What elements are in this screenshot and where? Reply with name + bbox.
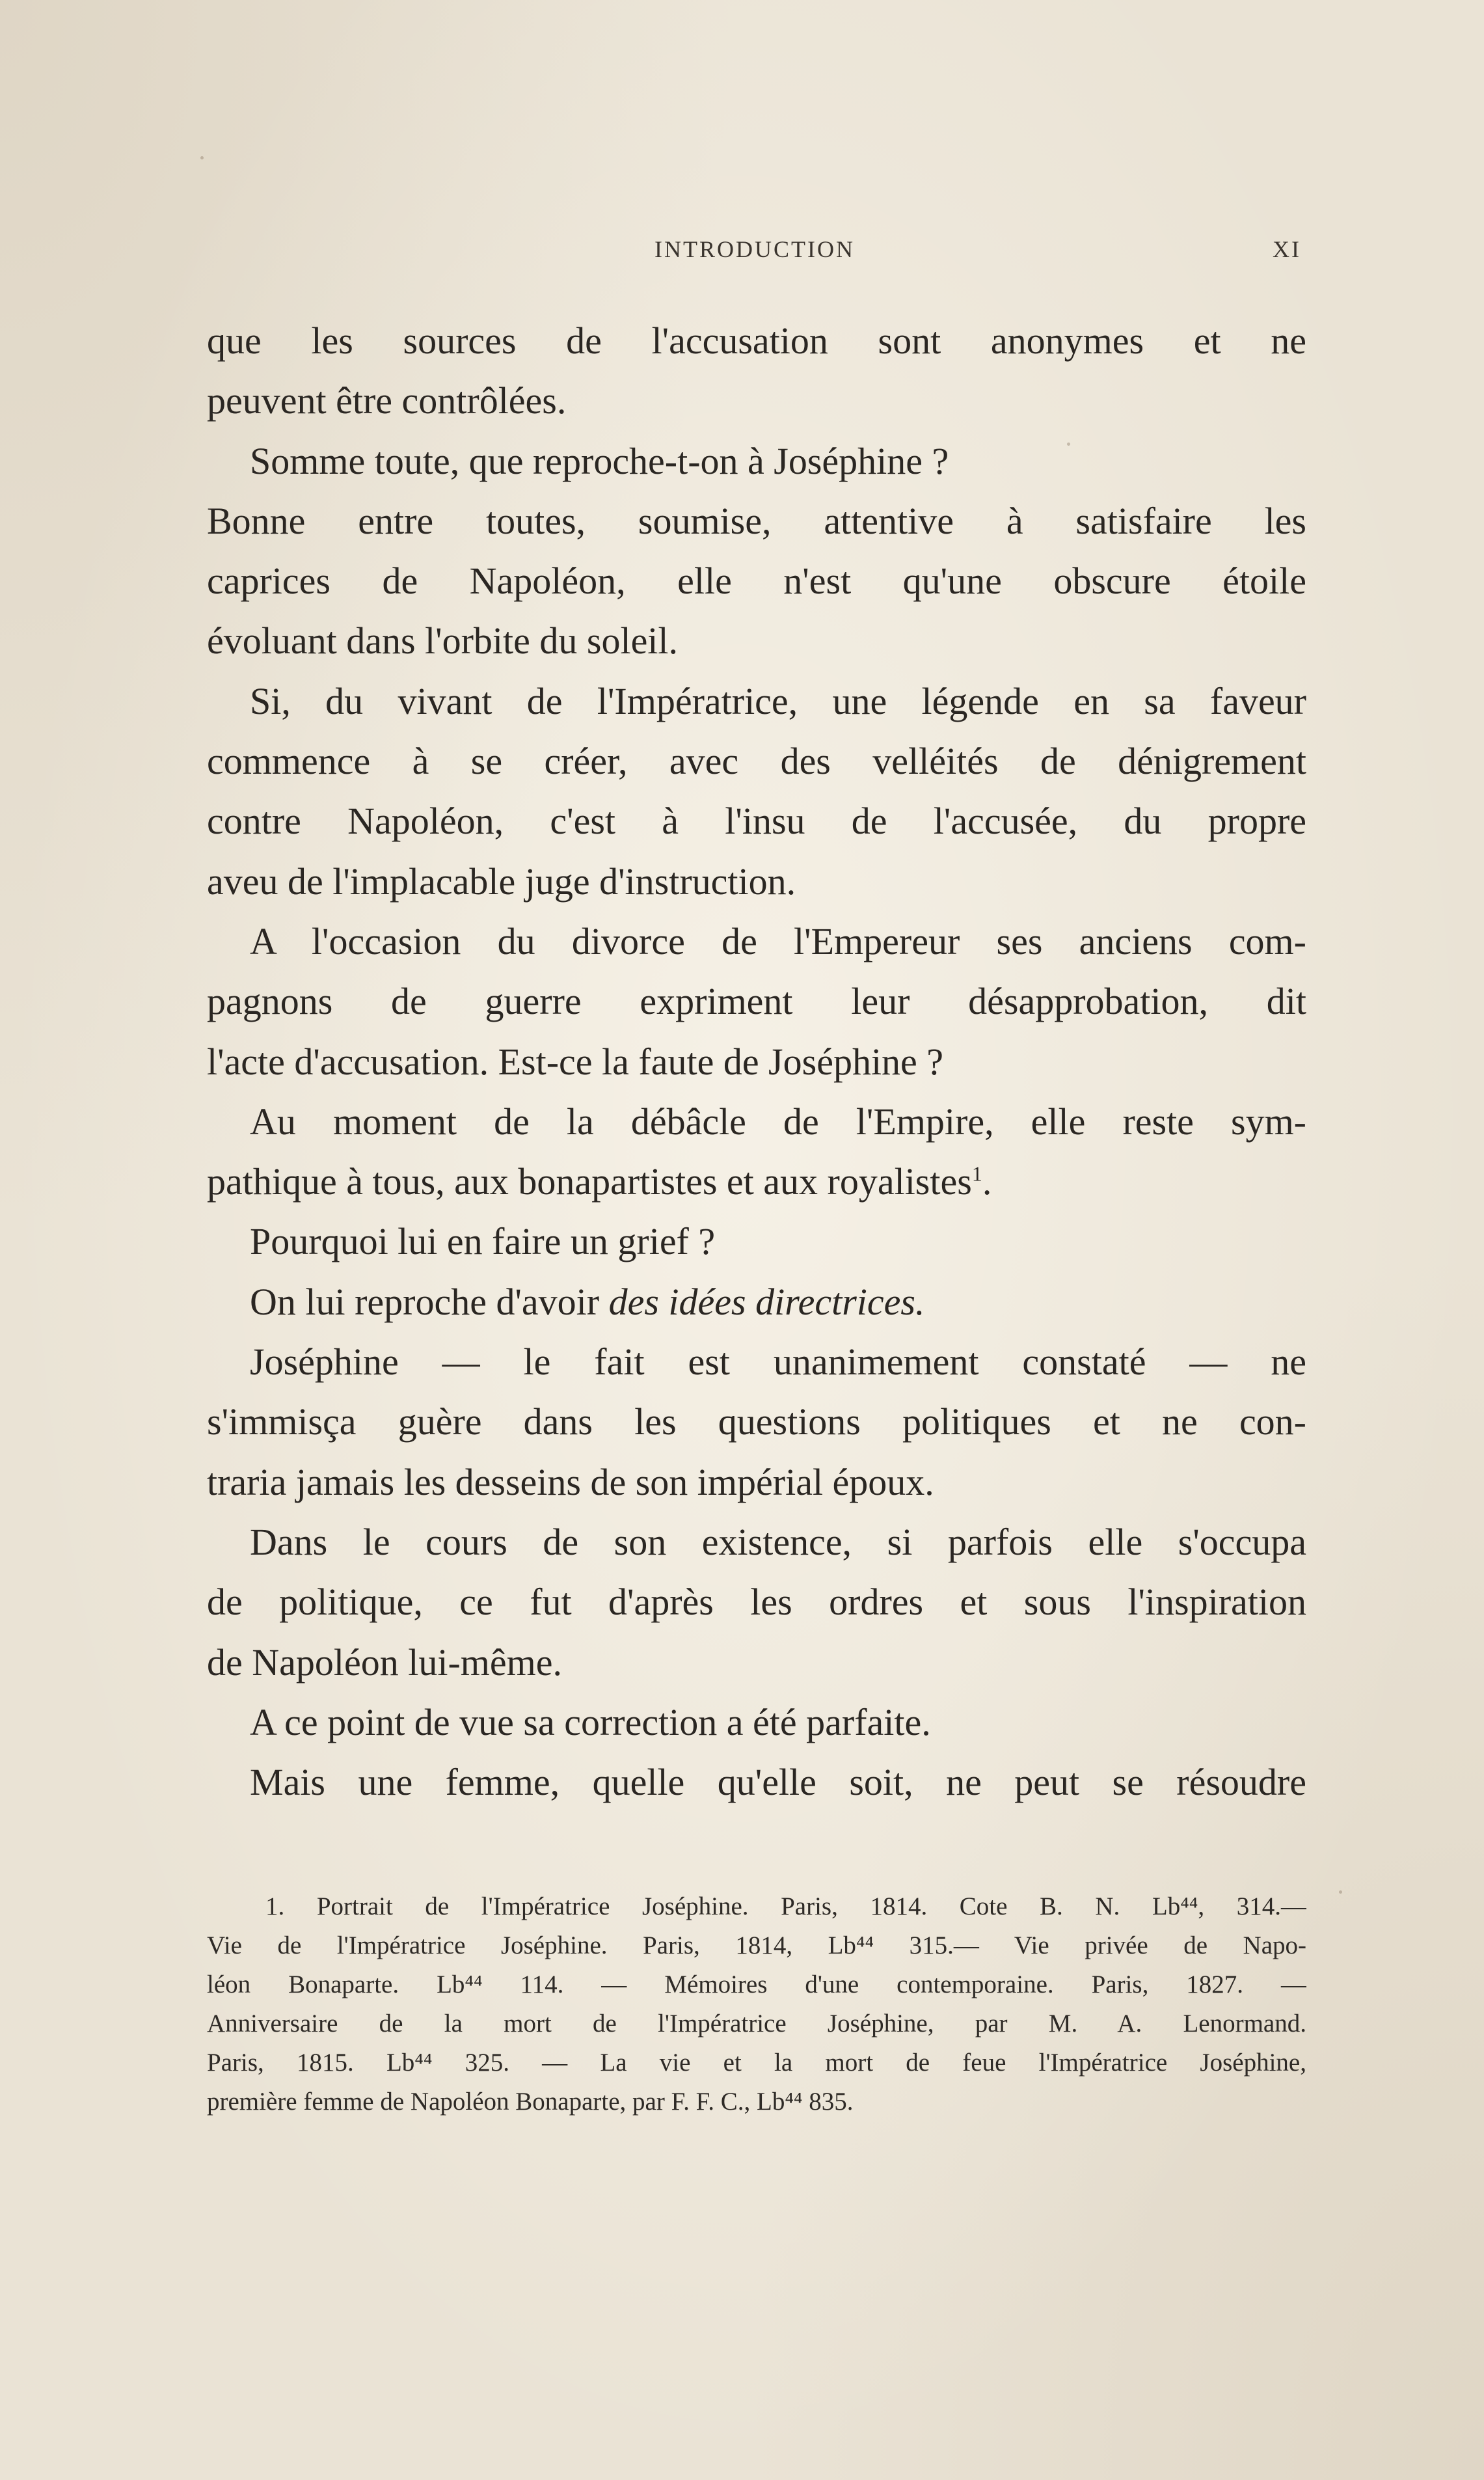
- text-line: de Napoléon lui-même.: [207, 1641, 562, 1683]
- text-line-content: pathique à tous, aux bonapartistes et aux royalistes: [207, 1160, 972, 1203]
- text-line: contre Napoléon, c'est à l'insu de l'accusée, du propre: [207, 800, 1306, 843]
- text-line: Mais une femme, quelle qu'elle soit, ne peut se résoudre: [250, 1761, 1306, 1804]
- text-line: s'immisça guère dans les questions politiques et ne con-: [207, 1400, 1306, 1443]
- body-text: [207, 311, 1306, 1812]
- text-line: commence à se créer, avec des velléités de dénigrement: [207, 740, 1306, 783]
- text-line: Bonne entre toutes, soumise, attentive à satisfaire les: [207, 499, 1306, 542]
- footnotes: [207, 1887, 1306, 2121]
- text-line: Dans le cours de son existence, si parfois elle s'occupa: [250, 1520, 1306, 1563]
- text-line-content: On lui reproche d'avoir: [250, 1280, 600, 1323]
- text-line: Joséphine — le fait est unanimement constaté — ne: [250, 1341, 1306, 1383]
- text-line-with-italic: [207, 1272, 1306, 1332]
- footnote-line: Anniversaire de la mort de l'Impératrice Joséphine, par M. A. Lenormand.: [207, 2010, 1306, 2037]
- text-line: Somme toute, que reproche-t-on à Joséphine ?: [250, 439, 949, 482]
- text-line: Au moment de la débâcle de l'Empire, elle reste sym-: [250, 1100, 1306, 1143]
- text-line: de politique, ce fut d'après les ordres et sous l'inspiration: [207, 1581, 1306, 1624]
- text-line: peuvent être contrôlées.: [207, 379, 567, 422]
- footnote-line: première femme de Napoléon Bonaparte, par F. F. C., Lb⁴⁴ 835.: [207, 2088, 854, 2116]
- page-number: XI: [1273, 236, 1301, 262]
- paper-speck: [200, 156, 204, 159]
- text-line: A l'occasion du divorce de l'Empereur ses anciens com-: [250, 920, 1306, 962]
- text-line: Pourquoi lui en faire un grief ?: [250, 1220, 716, 1263]
- running-head-title: INTRODUCTION: [654, 236, 855, 262]
- footnote-line: Paris, 1815. Lb⁴⁴ 325. — La vie et la mort de feue l'Impératrice Joséphine,: [207, 2049, 1306, 2077]
- text-line-with-footnote: [207, 1152, 1306, 1212]
- text-line: que les sources de l'accusation sont anonymes et ne: [207, 320, 1306, 362]
- text-line: aveu de l'implacable juge d'instruction.: [207, 860, 796, 903]
- text-line: Si, du vivant de l'Impératrice, une légende en sa faveur: [250, 679, 1306, 722]
- text-line: A ce point de vue sa correction a été parfaite.: [250, 1700, 931, 1743]
- text-line: évoluant dans l'orbite du soleil.: [207, 620, 679, 662]
- text-line: traria jamais les desseins de son impérial époux.: [207, 1460, 934, 1503]
- running-head: [208, 236, 1301, 275]
- footnote-line: léon Bonaparte. Lb⁴⁴ 114. — Mémoires d'une contemporaine. Paris, 1827. —: [207, 1970, 1306, 1998]
- footnote-ref: 1: [971, 1162, 982, 1186]
- text-line-tail: .: [982, 1160, 992, 1203]
- footnote-line: Vie de l'Impératrice Joséphine. Paris, 1814, Lb⁴⁴ 315.— Vie privée de Napo-: [207, 1931, 1306, 1959]
- footnote-line: 1. Portrait de l'Impératrice Joséphine. Paris, 1814. Cote B. N. Lb⁴⁴, 314.—: [265, 1892, 1306, 1920]
- text-line: pagnons de guerre expriment leur désapprobation, dit: [207, 980, 1306, 1023]
- text-line: l'acte d'accusation. Est-ce la faute de Joséphine ?: [207, 1040, 944, 1083]
- italic-phrase: des idées directrices.: [608, 1280, 925, 1323]
- text-line: caprices de Napoléon, elle n'est qu'une obscure étoile: [207, 560, 1306, 603]
- paper-speck: [1339, 1890, 1342, 1894]
